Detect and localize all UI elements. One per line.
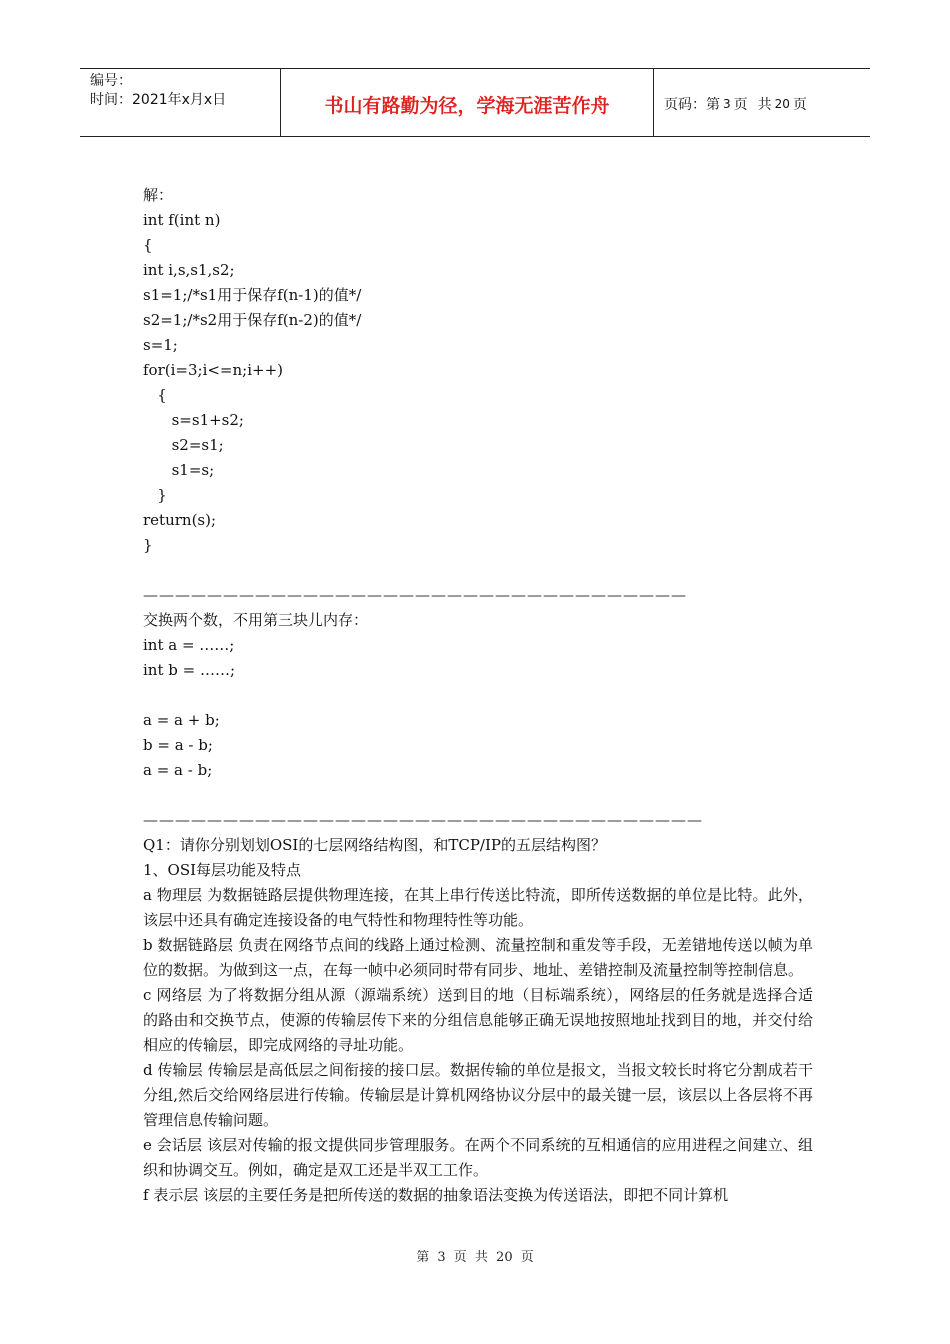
code-line: s2=s1; <box>143 436 224 454</box>
header-page-info <box>654 69 870 136</box>
code-line: int b = ……; <box>143 661 236 679</box>
paragraph-network-layer: c 网络层 为了将数据分组从源（源端系统）送到目的地（目标端系统），网络层的任务就是选择合适的路由和交换节点，使源的传输层传下来的分组信息能够正确无误地按照地址找到目的地，并交付给相应的传输层，即完成网络的寻址功能。 <box>143 986 813 1054</box>
paragraph-data-link-layer: b 数据链路层 负责在网络节点间的线路上通过检测、流量控制和重发等手段，无差错地传送以帧为单位的数据。为做到这一点，在每一帧中必须同时带有同步、地址、差错控制及流量控制等控制信息。 <box>143 936 813 979</box>
paragraph-transport-layer: d 传输层 传输层是高低层之间衔接的接口层。数据传输的单位是报文，当报文较长时将它分割成若干分组,然后交给网络层进行传输。传输层是计算机网络协议分层中的最关键一层，该层以上各层将不再管理信息传输问题。 <box>143 1061 813 1129</box>
page-number: 3 <box>723 96 731 111</box>
swap-intro: 交换两个数，不用第三块儿内存： <box>143 611 369 629</box>
code-line: s=s1+s2; <box>143 411 244 429</box>
code-line: int i,s,s1,s2; <box>143 261 235 279</box>
code-line: { <box>143 236 153 254</box>
total-suffix: 页 <box>792 96 807 113</box>
subsection-heading: 1、OSI每层功能及特点 <box>143 861 302 879</box>
time-label: 时间：2021年x月x日 <box>90 92 227 108</box>
code-line: a = a - b; <box>143 761 213 779</box>
page-mid: 页 <box>733 96 748 113</box>
section-divider: —————————————————————————————————— <box>143 586 687 604</box>
code-line: s1=s; <box>143 461 215 479</box>
code-line: b = a - b; <box>143 736 213 754</box>
code-line: int f(int n) <box>143 211 221 229</box>
paragraph-physical-layer: a 物理层 为数据链路层提供物理连接，在其上串行传送比特流，即所传送数据的单位是比特。此外，该层中还具有确定连接设备的电气特性和物理特性等功能。 <box>143 886 813 929</box>
code-block-fibonacci <box>143 183 813 558</box>
total-pages: 20 <box>774 96 790 111</box>
code-line: 解： <box>143 186 174 204</box>
code-line: int a = ……; <box>143 636 235 654</box>
header-motto: 书山有路勤为径，学海无涯苦作舟 <box>281 69 654 136</box>
page-prefix: 页码：第 <box>664 96 720 113</box>
header-meta <box>80 69 281 136</box>
paragraph-session-layer: e 会话层 该层对传输的报文提供同步管理服务。在两个不同系统的互相通信的应用进程之间建立、组织和协调交互。例如，确定是双工还是半双工工作。 <box>143 1136 813 1179</box>
code-line: s=1; <box>143 336 178 354</box>
paragraph-presentation-layer: f 表示层 该层的主要任务是把所传送的数据的抽象语法变换为传送语法，即把不同计算机 <box>143 1186 729 1204</box>
code-line: return(s); <box>143 511 217 529</box>
page-body <box>143 183 813 1208</box>
code-line: s1=1;/*s1用于保存f(n-1)的值*/ <box>143 286 362 304</box>
total-prefix: 共 <box>757 96 772 113</box>
code-line: a = a + b; <box>143 711 220 729</box>
osi-section <box>143 833 813 1208</box>
page-header <box>80 68 870 137</box>
doc-number-label: 编号： <box>90 73 132 89</box>
page-footer: 第 3 页 共 20 页 <box>416 1250 534 1265</box>
question-heading: Q1：请你分别划划OSI的七层网络结构图，和TCP/IP的五层结构图？ <box>143 836 606 854</box>
code-line: s2=1;/*s2用于保存f(n-2)的值*/ <box>143 311 362 329</box>
code-line: } <box>143 536 153 554</box>
section-divider: ——————————————————————————————————— <box>143 811 703 829</box>
swap-section <box>143 608 813 783</box>
code-line: } <box>143 486 167 504</box>
code-line: for(i=3;i<=n;i++) <box>143 361 284 379</box>
code-line: { <box>143 386 167 404</box>
